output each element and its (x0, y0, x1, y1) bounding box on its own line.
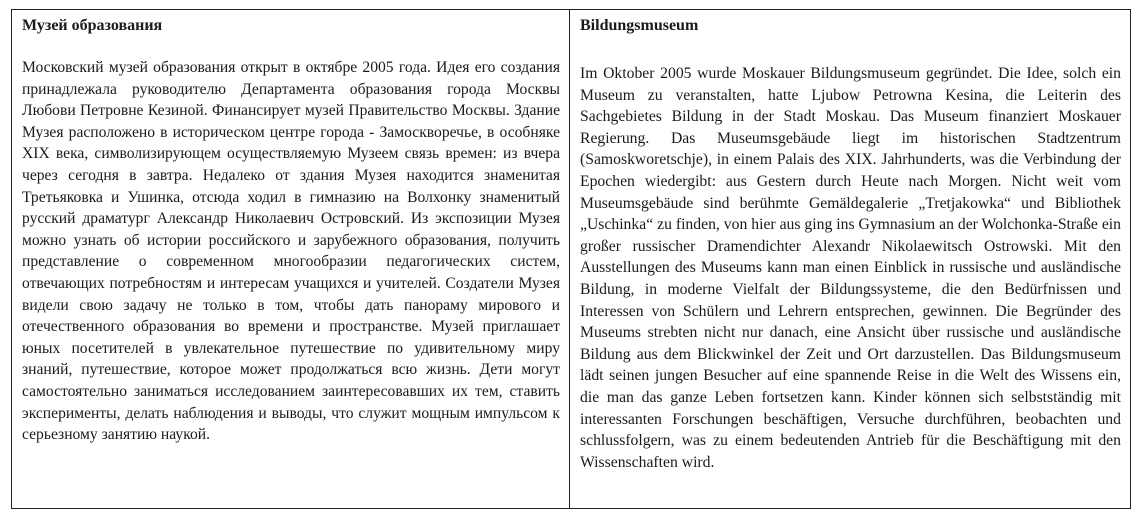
russian-title: Музей образования (22, 17, 163, 34)
russian-text: Московский музей образования открыт в октябре 2005 года. Идея его создания принадлежала руководителю Департамента образования города Москвы Любови Петровне Кезиной. Финансирует музей Правительство Москвы. Здание Музея расположено в историческом центре города - Замоскворечье, в особняке XIX века, символизирующем осуществляемую Музеем связь времен: из вчера через сегодня в завтра. Недалеко от здания Музея находится знаменитая Третьяковка и Ушинка, отсюда ходил в гимназию на Волхонку знаменитый русский драматург Александр Николаевич Островский. Из экспозиции Музея можно узнать об истории российского и зарубежного образования, получить представление о современном многообразии педагогических систем, отвечающих потребностям и интересам учащихся и учителей. Создатели Музея видели свою задачу не только в том, чтобы дать панораму мирового и отечественного образования во времени и пространстве. Музей приглашает юных посетителей в увлекательное путешествие по удивительному миру знаний, путешествие, которое может продолжаться всю жизнь. Дети могут самостоятельно заниматься исследованием заинтересовавших их тем, ставить эксперименты, делать наблюдения и выводы, что служит мощным импульсом к серьезному занятию наукой. (22, 59, 560, 444)
russian-column (12, 10, 570, 508)
german-column (570, 10, 1130, 508)
bilingual-table (11, 9, 1131, 509)
german-title: Bildungsmuseum (580, 17, 699, 34)
german-text: Im Oktober 2005 wurde Moskauer Bildungsmuseum gegründet. Die Idee, solch ein Museum zu veranstalten, hatte Ljubow Petrowna Kesina, die Leiterin des Sachgebietes Bildung in der Stadt Moskau. Das Museum finanziert Moskauer Regierung. Das Museumsgebäude liegt im historischen Stadtzentrum (Samoskworetschje), in einem Palais des XIX. Jahrhunderts, was die Verbindung der Epochen wiedergibt: aus Gestern durch Heute nach Morgen. Nicht weit vom Museumsgebäude sind berühmte Gemäldegalerie „Tretjakowka“ und Bibliothek „Uschinka“ zu finden, von hier aus ging ins Gymnasium an der Wolchonka-Straße ein großer russischer Dramendichter Alexandr Nikolaewitsch Ostrowski. Mit den Ausstellungen des Museums kann man einen Einblick in russische und ausländische Bildung, in moderne Vielfalt der Bildungssysteme, die den Bedürfnissen und Interessen von Schülern und Lehrern entsprechen, gewinnen. Die Begründer des Museums strebten nicht nur danach, eine Ansicht über russische und ausländische Bildung aus dem Blickwinkel der Zeit und Ort darzustellen. Das Bildungsmuseum lädt seinen jungen Besucher auf eine spannende Reise in die Welt des Wissens ein, die man das ganze Leben fortsetzen kann. Kinder können sich selbstständig mit interessanten Forschungen beschäftigen, Versuche durchführen, beobachten und schlussfolgern, was zu einem bedeutenden Antrieb für die Beschäftigung mit den Wissenschaften wird. (580, 65, 1121, 471)
